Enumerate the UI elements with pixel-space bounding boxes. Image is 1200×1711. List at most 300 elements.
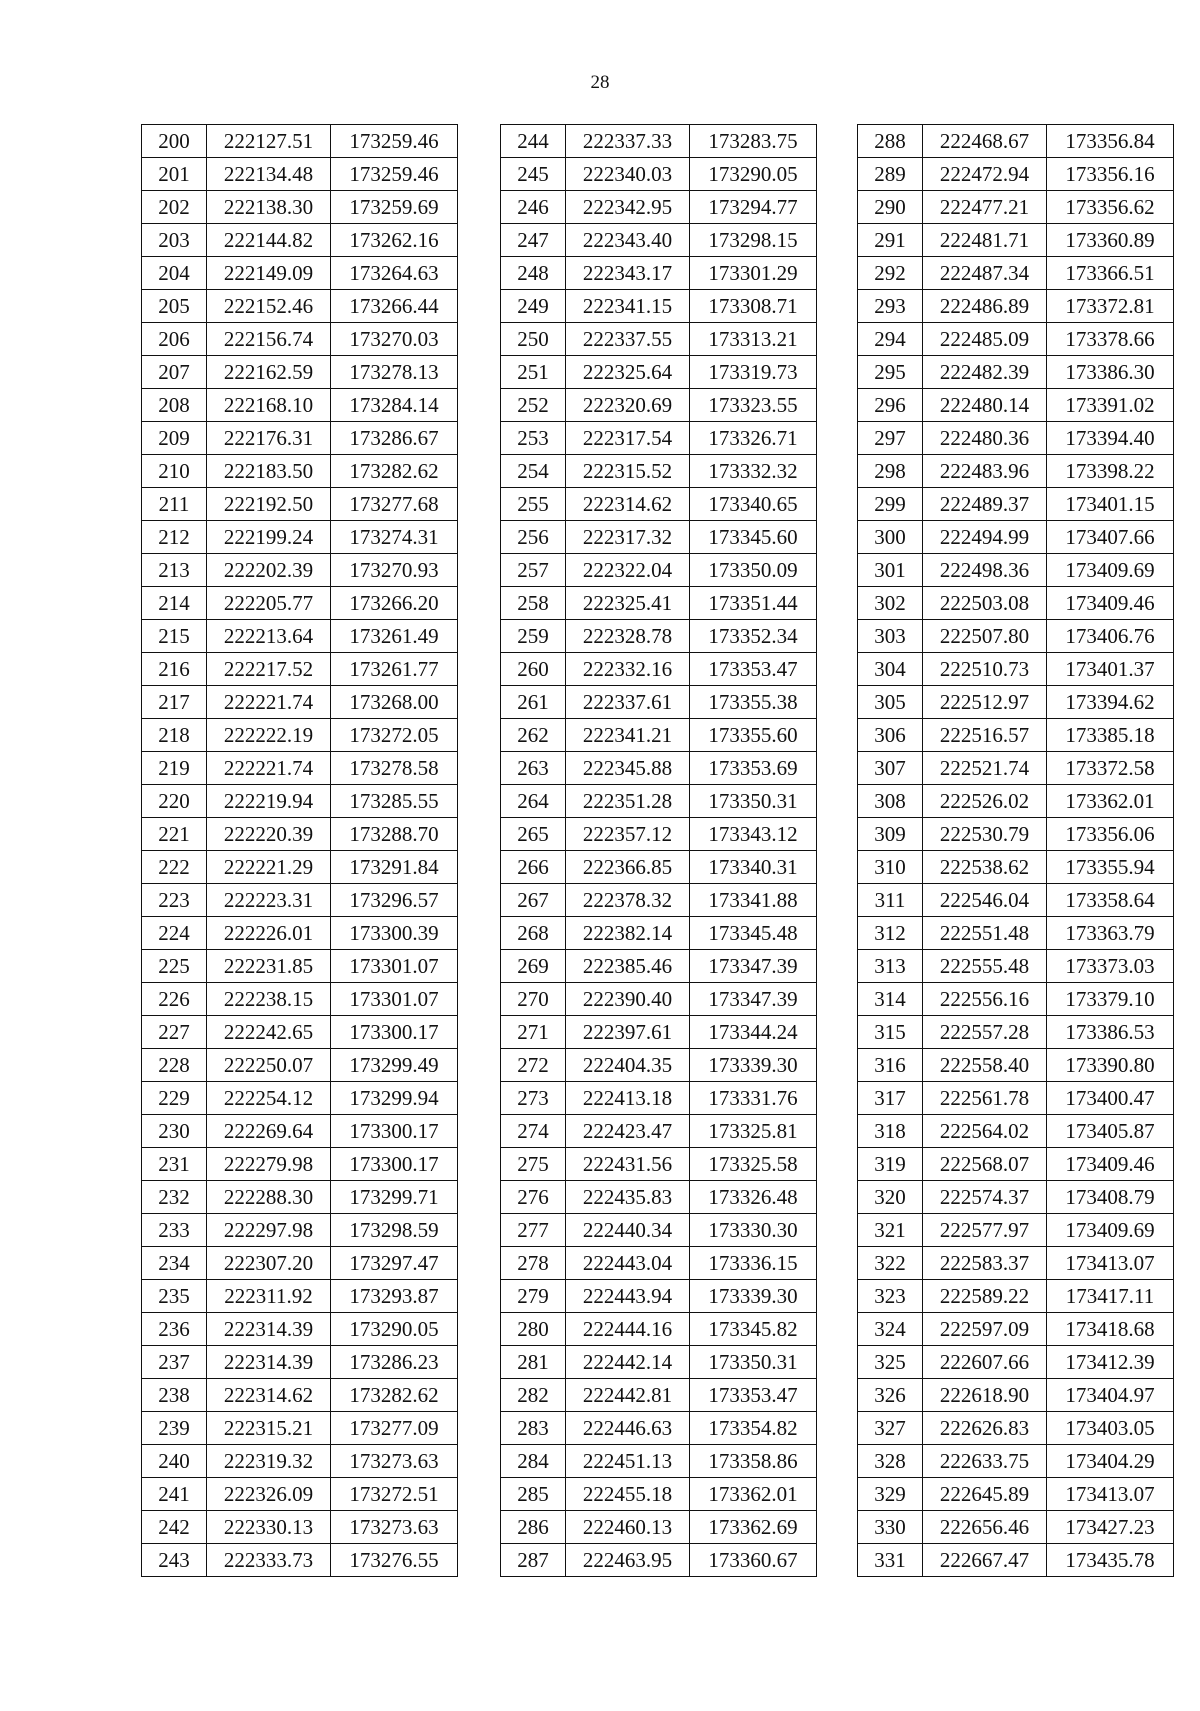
x-coordinate-cell: 222489.37 — [923, 488, 1047, 521]
y-coordinate-cell: 173356.62 — [1047, 191, 1174, 224]
y-coordinate-cell: 173413.07 — [1047, 1247, 1174, 1280]
point-number-cell: 262 — [501, 719, 566, 752]
point-number-cell: 249 — [501, 290, 566, 323]
y-coordinate-cell: 173300.39 — [331, 917, 458, 950]
x-coordinate-cell: 222322.04 — [566, 554, 690, 587]
x-coordinate-cell: 222202.39 — [207, 554, 331, 587]
x-coordinate-cell: 222149.09 — [207, 257, 331, 290]
table-row — [858, 1181, 1174, 1214]
table-row — [142, 917, 458, 950]
y-coordinate-cell: 173347.39 — [690, 950, 817, 983]
y-coordinate-cell: 173406.76 — [1047, 620, 1174, 653]
point-number-cell: 219 — [142, 752, 207, 785]
point-number-cell: 275 — [501, 1148, 566, 1181]
table-row — [858, 1214, 1174, 1247]
y-coordinate-cell: 173332.32 — [690, 455, 817, 488]
x-coordinate-cell: 222460.13 — [566, 1511, 690, 1544]
table-row — [858, 884, 1174, 917]
table-row — [501, 1049, 817, 1082]
table-row — [858, 125, 1174, 158]
table-row — [142, 983, 458, 1016]
table-row — [858, 653, 1174, 686]
y-coordinate-cell: 173331.76 — [690, 1082, 817, 1115]
point-number-cell: 248 — [501, 257, 566, 290]
point-number-cell: 238 — [142, 1379, 207, 1412]
y-coordinate-cell: 173398.22 — [1047, 455, 1174, 488]
x-coordinate-cell: 222220.39 — [207, 818, 331, 851]
y-coordinate-cell: 173362.01 — [690, 1478, 817, 1511]
x-coordinate-cell: 222435.83 — [566, 1181, 690, 1214]
x-coordinate-cell: 222618.90 — [923, 1379, 1047, 1412]
y-coordinate-cell: 173350.31 — [690, 785, 817, 818]
y-coordinate-cell: 173345.48 — [690, 917, 817, 950]
y-coordinate-cell: 173301.29 — [690, 257, 817, 290]
table-row — [501, 785, 817, 818]
y-coordinate-cell: 173272.51 — [331, 1478, 458, 1511]
table-row — [142, 950, 458, 983]
x-coordinate-cell: 222221.74 — [207, 752, 331, 785]
point-number-cell: 261 — [501, 686, 566, 719]
x-coordinate-cell: 222254.12 — [207, 1082, 331, 1115]
table-row — [501, 389, 817, 422]
table-row — [142, 1412, 458, 1445]
y-coordinate-cell: 173418.68 — [1047, 1313, 1174, 1346]
x-coordinate-cell: 222297.98 — [207, 1214, 331, 1247]
table-row — [501, 422, 817, 455]
x-coordinate-cell: 222337.33 — [566, 125, 690, 158]
y-coordinate-cell: 173259.69 — [331, 191, 458, 224]
table-row — [858, 1148, 1174, 1181]
point-number-cell: 217 — [142, 686, 207, 719]
y-coordinate-cell: 173282.62 — [331, 1379, 458, 1412]
point-number-cell: 274 — [501, 1115, 566, 1148]
x-coordinate-cell: 222423.47 — [566, 1115, 690, 1148]
x-coordinate-cell: 222222.19 — [207, 719, 331, 752]
table-row — [858, 1511, 1174, 1544]
table-row — [142, 158, 458, 191]
table-row — [142, 1478, 458, 1511]
y-coordinate-cell: 173278.13 — [331, 356, 458, 389]
x-coordinate-cell: 222337.61 — [566, 686, 690, 719]
x-coordinate-cell: 222314.39 — [207, 1313, 331, 1346]
point-number-cell: 202 — [142, 191, 207, 224]
y-coordinate-cell: 173325.81 — [690, 1115, 817, 1148]
x-coordinate-cell: 222568.07 — [923, 1148, 1047, 1181]
point-number-cell: 326 — [858, 1379, 923, 1412]
point-number-cell: 239 — [142, 1412, 207, 1445]
point-number-cell: 224 — [142, 917, 207, 950]
table-row — [142, 785, 458, 818]
table-row — [858, 158, 1174, 191]
point-number-cell: 278 — [501, 1247, 566, 1280]
point-number-cell: 305 — [858, 686, 923, 719]
point-number-cell: 311 — [858, 884, 923, 917]
y-coordinate-cell: 173372.81 — [1047, 290, 1174, 323]
x-coordinate-cell: 222314.62 — [566, 488, 690, 521]
table-row — [858, 983, 1174, 1016]
point-number-cell: 308 — [858, 785, 923, 818]
y-coordinate-cell: 173266.20 — [331, 587, 458, 620]
point-number-cell: 245 — [501, 158, 566, 191]
table-row — [501, 686, 817, 719]
x-coordinate-cell: 222494.99 — [923, 521, 1047, 554]
x-coordinate-cell: 222341.21 — [566, 719, 690, 752]
point-number-cell: 216 — [142, 653, 207, 686]
table-row — [501, 1280, 817, 1313]
y-coordinate-cell: 173417.11 — [1047, 1280, 1174, 1313]
x-coordinate-cell: 222667.47 — [923, 1544, 1047, 1577]
table-row — [142, 1115, 458, 1148]
x-coordinate-cell: 222238.15 — [207, 983, 331, 1016]
table-row — [858, 686, 1174, 719]
point-number-cell: 237 — [142, 1346, 207, 1379]
table-row — [142, 719, 458, 752]
x-coordinate-cell: 222311.92 — [207, 1280, 331, 1313]
x-coordinate-cell: 222481.71 — [923, 224, 1047, 257]
x-coordinate-cell: 222192.50 — [207, 488, 331, 521]
point-number-cell: 289 — [858, 158, 923, 191]
y-coordinate-cell: 173308.71 — [690, 290, 817, 323]
table-row — [142, 686, 458, 719]
x-coordinate-cell: 222516.57 — [923, 719, 1047, 752]
table-row — [501, 1445, 817, 1478]
y-coordinate-cell: 173353.47 — [690, 653, 817, 686]
point-number-cell: 204 — [142, 257, 207, 290]
x-coordinate-cell: 222332.16 — [566, 653, 690, 686]
page-number: 28 — [590, 72, 610, 93]
table-row — [501, 1115, 817, 1148]
point-number-cell: 272 — [501, 1049, 566, 1082]
y-coordinate-cell: 173343.12 — [690, 818, 817, 851]
x-coordinate-cell: 222440.34 — [566, 1214, 690, 1247]
x-coordinate-cell: 222645.89 — [923, 1478, 1047, 1511]
x-coordinate-cell: 222442.14 — [566, 1346, 690, 1379]
point-number-cell: 264 — [501, 785, 566, 818]
x-coordinate-cell: 222607.66 — [923, 1346, 1047, 1379]
x-coordinate-cell: 222340.03 — [566, 158, 690, 191]
table-row — [501, 917, 817, 950]
x-coordinate-cell: 222397.61 — [566, 1016, 690, 1049]
x-coordinate-cell: 222317.54 — [566, 422, 690, 455]
x-coordinate-cell: 222526.02 — [923, 785, 1047, 818]
x-coordinate-cell: 222503.08 — [923, 587, 1047, 620]
x-coordinate-cell: 222343.17 — [566, 257, 690, 290]
y-coordinate-cell: 173291.84 — [331, 851, 458, 884]
x-coordinate-cell: 222455.18 — [566, 1478, 690, 1511]
y-coordinate-cell: 173336.15 — [690, 1247, 817, 1280]
point-number-cell: 331 — [858, 1544, 923, 1577]
table-row — [142, 1148, 458, 1181]
x-coordinate-cell: 222633.75 — [923, 1445, 1047, 1478]
y-coordinate-cell: 173385.18 — [1047, 719, 1174, 752]
table-row — [501, 653, 817, 686]
table-row — [142, 1511, 458, 1544]
x-coordinate-cell: 222477.21 — [923, 191, 1047, 224]
y-coordinate-cell: 173360.67 — [690, 1544, 817, 1577]
y-coordinate-cell: 173299.49 — [331, 1049, 458, 1082]
point-number-cell: 328 — [858, 1445, 923, 1478]
table-row — [858, 917, 1174, 950]
point-number-cell: 206 — [142, 323, 207, 356]
x-coordinate-cell: 222325.64 — [566, 356, 690, 389]
y-coordinate-cell: 173313.21 — [690, 323, 817, 356]
x-coordinate-cell: 222472.94 — [923, 158, 1047, 191]
x-coordinate-cell: 222328.78 — [566, 620, 690, 653]
table-row — [501, 1181, 817, 1214]
x-coordinate-cell: 222561.78 — [923, 1082, 1047, 1115]
table-row — [142, 257, 458, 290]
table-row — [858, 1082, 1174, 1115]
x-coordinate-cell: 222507.80 — [923, 620, 1047, 653]
y-coordinate-cell: 173330.30 — [690, 1214, 817, 1247]
point-number-cell: 207 — [142, 356, 207, 389]
point-number-cell: 312 — [858, 917, 923, 950]
y-coordinate-cell: 173261.77 — [331, 653, 458, 686]
y-coordinate-cell: 173386.30 — [1047, 356, 1174, 389]
table-row — [142, 1016, 458, 1049]
y-coordinate-cell: 173326.71 — [690, 422, 817, 455]
table-row — [858, 1049, 1174, 1082]
x-coordinate-cell: 222577.97 — [923, 1214, 1047, 1247]
table-row — [858, 224, 1174, 257]
y-coordinate-cell: 173362.69 — [690, 1511, 817, 1544]
table-row — [501, 1247, 817, 1280]
x-coordinate-cell: 222156.74 — [207, 323, 331, 356]
point-number-cell: 228 — [142, 1049, 207, 1082]
y-coordinate-cell: 173401.15 — [1047, 488, 1174, 521]
x-coordinate-cell: 222221.29 — [207, 851, 331, 884]
x-coordinate-cell: 222480.36 — [923, 422, 1047, 455]
point-number-cell: 316 — [858, 1049, 923, 1082]
point-number-cell: 225 — [142, 950, 207, 983]
x-coordinate-cell: 222557.28 — [923, 1016, 1047, 1049]
x-coordinate-cell: 222317.32 — [566, 521, 690, 554]
x-coordinate-cell: 222597.09 — [923, 1313, 1047, 1346]
y-coordinate-cell: 173339.30 — [690, 1049, 817, 1082]
y-coordinate-cell: 173344.24 — [690, 1016, 817, 1049]
table-row — [142, 1247, 458, 1280]
table-row — [501, 587, 817, 620]
point-number-cell: 293 — [858, 290, 923, 323]
y-coordinate-cell: 173299.94 — [331, 1082, 458, 1115]
table-row — [858, 1544, 1174, 1577]
x-coordinate-cell: 222342.95 — [566, 191, 690, 224]
table-row — [858, 422, 1174, 455]
table-row — [501, 521, 817, 554]
x-coordinate-cell: 222326.09 — [207, 1478, 331, 1511]
point-number-cell: 277 — [501, 1214, 566, 1247]
y-coordinate-cell: 173353.69 — [690, 752, 817, 785]
point-number-cell: 300 — [858, 521, 923, 554]
table-row — [501, 488, 817, 521]
y-coordinate-cell: 173283.75 — [690, 125, 817, 158]
point-number-cell: 234 — [142, 1247, 207, 1280]
x-coordinate-cell: 222314.39 — [207, 1346, 331, 1379]
point-number-cell: 250 — [501, 323, 566, 356]
y-coordinate-cell: 173339.30 — [690, 1280, 817, 1313]
y-coordinate-cell: 173404.97 — [1047, 1379, 1174, 1412]
point-number-cell: 284 — [501, 1445, 566, 1478]
table-row — [858, 290, 1174, 323]
x-coordinate-cell: 222443.04 — [566, 1247, 690, 1280]
table-row — [858, 1280, 1174, 1313]
point-number-cell: 200 — [142, 125, 207, 158]
table-row — [858, 554, 1174, 587]
y-coordinate-cell: 173372.58 — [1047, 752, 1174, 785]
table-row — [142, 587, 458, 620]
table-row — [501, 257, 817, 290]
table-row — [501, 851, 817, 884]
table-row — [501, 356, 817, 389]
y-coordinate-cell: 173266.44 — [331, 290, 458, 323]
table-row — [858, 1379, 1174, 1412]
x-coordinate-cell: 222217.52 — [207, 653, 331, 686]
y-coordinate-cell: 173356.06 — [1047, 818, 1174, 851]
y-coordinate-cell: 173270.93 — [331, 554, 458, 587]
x-coordinate-cell: 222510.73 — [923, 653, 1047, 686]
x-coordinate-cell: 222385.46 — [566, 950, 690, 983]
x-coordinate-cell: 222144.82 — [207, 224, 331, 257]
table-row — [142, 1214, 458, 1247]
x-coordinate-cell: 222626.83 — [923, 1412, 1047, 1445]
y-coordinate-cell: 173301.07 — [331, 950, 458, 983]
table-row — [501, 752, 817, 785]
x-coordinate-cell: 222134.48 — [207, 158, 331, 191]
x-coordinate-cell: 222382.14 — [566, 917, 690, 950]
point-number-cell: 320 — [858, 1181, 923, 1214]
point-number-cell: 247 — [501, 224, 566, 257]
y-coordinate-cell: 173345.60 — [690, 521, 817, 554]
point-number-cell: 322 — [858, 1247, 923, 1280]
point-number-cell: 323 — [858, 1280, 923, 1313]
table-row — [501, 1412, 817, 1445]
x-coordinate-cell: 222226.01 — [207, 917, 331, 950]
x-coordinate-cell: 222127.51 — [207, 125, 331, 158]
point-number-cell: 258 — [501, 587, 566, 620]
y-coordinate-cell: 173354.82 — [690, 1412, 817, 1445]
coordinate-table — [500, 124, 817, 1577]
x-coordinate-cell: 222199.24 — [207, 521, 331, 554]
point-number-cell: 265 — [501, 818, 566, 851]
table-row — [501, 818, 817, 851]
point-number-cell: 318 — [858, 1115, 923, 1148]
y-coordinate-cell: 173341.88 — [690, 884, 817, 917]
point-number-cell: 283 — [501, 1412, 566, 1445]
point-number-cell: 299 — [858, 488, 923, 521]
point-number-cell: 201 — [142, 158, 207, 191]
point-number-cell: 226 — [142, 983, 207, 1016]
table-row — [142, 818, 458, 851]
point-number-cell: 271 — [501, 1016, 566, 1049]
y-coordinate-cell: 173352.34 — [690, 620, 817, 653]
x-coordinate-cell: 222325.41 — [566, 587, 690, 620]
y-coordinate-cell: 173259.46 — [331, 125, 458, 158]
point-number-cell: 276 — [501, 1181, 566, 1214]
x-coordinate-cell: 222219.94 — [207, 785, 331, 818]
point-number-cell: 302 — [858, 587, 923, 620]
table-row — [501, 620, 817, 653]
table-row — [142, 191, 458, 224]
point-number-cell: 241 — [142, 1478, 207, 1511]
y-coordinate-cell: 173319.73 — [690, 356, 817, 389]
point-number-cell: 287 — [501, 1544, 566, 1577]
point-number-cell: 319 — [858, 1148, 923, 1181]
x-coordinate-cell: 222343.40 — [566, 224, 690, 257]
y-coordinate-cell: 173351.44 — [690, 587, 817, 620]
table-row — [858, 851, 1174, 884]
x-coordinate-cell: 222451.13 — [566, 1445, 690, 1478]
x-coordinate-cell: 222431.56 — [566, 1148, 690, 1181]
point-number-cell: 256 — [501, 521, 566, 554]
table-row — [142, 455, 458, 488]
x-coordinate-cell: 222152.46 — [207, 290, 331, 323]
table-row — [142, 356, 458, 389]
point-number-cell: 273 — [501, 1082, 566, 1115]
point-number-cell: 263 — [501, 752, 566, 785]
point-number-cell: 280 — [501, 1313, 566, 1346]
coordinate-table — [857, 124, 1174, 1577]
y-coordinate-cell: 173355.94 — [1047, 851, 1174, 884]
x-coordinate-cell: 222413.18 — [566, 1082, 690, 1115]
x-coordinate-cell: 222337.55 — [566, 323, 690, 356]
point-number-cell: 321 — [858, 1214, 923, 1247]
y-coordinate-cell: 173298.15 — [690, 224, 817, 257]
y-coordinate-cell: 173360.89 — [1047, 224, 1174, 257]
table-row — [501, 455, 817, 488]
y-coordinate-cell: 173300.17 — [331, 1148, 458, 1181]
y-coordinate-cell: 173435.78 — [1047, 1544, 1174, 1577]
y-coordinate-cell: 173356.84 — [1047, 125, 1174, 158]
x-coordinate-cell: 222546.04 — [923, 884, 1047, 917]
point-number-cell: 307 — [858, 752, 923, 785]
table-row — [501, 1544, 817, 1577]
table-row — [501, 1346, 817, 1379]
point-number-cell: 255 — [501, 488, 566, 521]
table-row — [858, 620, 1174, 653]
y-coordinate-cell: 173297.47 — [331, 1247, 458, 1280]
point-number-cell: 306 — [858, 719, 923, 752]
point-number-cell: 253 — [501, 422, 566, 455]
point-number-cell: 220 — [142, 785, 207, 818]
point-number-cell: 327 — [858, 1412, 923, 1445]
y-coordinate-cell: 173286.23 — [331, 1346, 458, 1379]
x-coordinate-cell: 222242.65 — [207, 1016, 331, 1049]
x-coordinate-cell: 222404.35 — [566, 1049, 690, 1082]
y-coordinate-cell: 173300.17 — [331, 1016, 458, 1049]
point-number-cell: 223 — [142, 884, 207, 917]
x-coordinate-cell: 222656.46 — [923, 1511, 1047, 1544]
y-coordinate-cell: 173277.68 — [331, 488, 458, 521]
y-coordinate-cell: 173350.31 — [690, 1346, 817, 1379]
table-row — [858, 257, 1174, 290]
point-number-cell: 267 — [501, 884, 566, 917]
point-number-cell: 243 — [142, 1544, 207, 1577]
x-coordinate-cell: 222390.40 — [566, 983, 690, 1016]
table-row — [142, 1181, 458, 1214]
y-coordinate-cell: 173379.10 — [1047, 983, 1174, 1016]
point-number-cell: 231 — [142, 1148, 207, 1181]
table-row — [142, 1082, 458, 1115]
point-number-cell: 244 — [501, 125, 566, 158]
table-row — [142, 1049, 458, 1082]
point-number-cell: 212 — [142, 521, 207, 554]
x-coordinate-cell: 222480.14 — [923, 389, 1047, 422]
x-coordinate-cell: 222250.07 — [207, 1049, 331, 1082]
point-number-cell: 309 — [858, 818, 923, 851]
point-number-cell: 315 — [858, 1016, 923, 1049]
point-number-cell: 205 — [142, 290, 207, 323]
table-row — [858, 719, 1174, 752]
